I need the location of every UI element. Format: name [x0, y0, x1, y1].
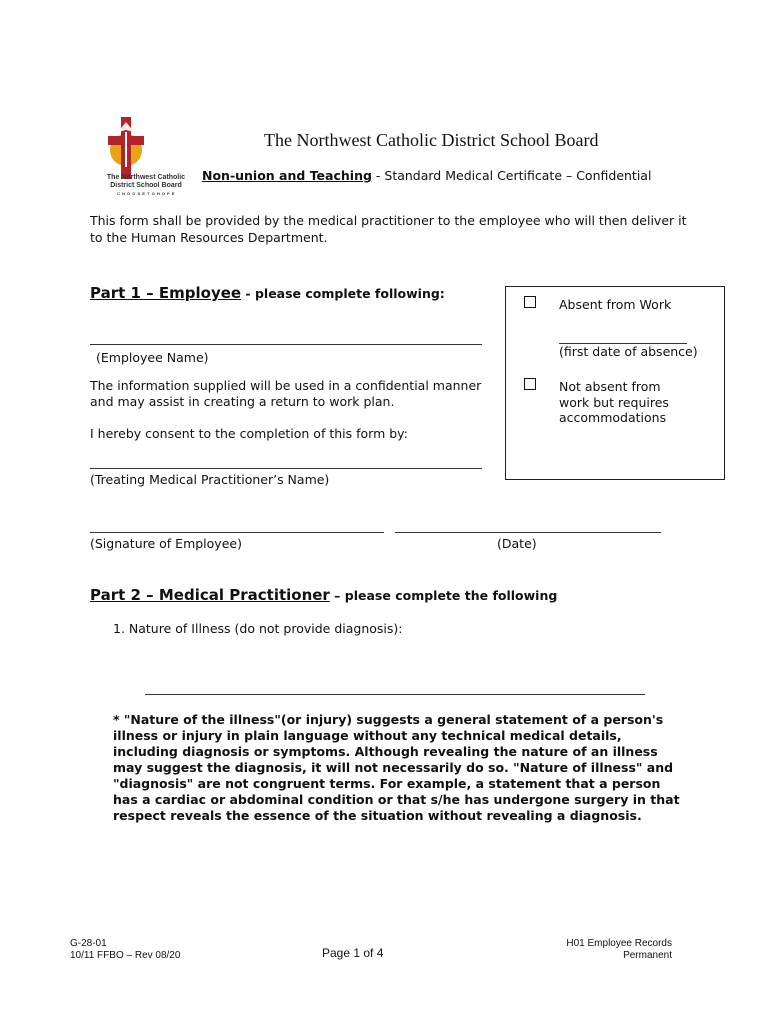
- first-date-label: (first date of absence): [559, 344, 698, 359]
- part1-heading: [90, 284, 445, 302]
- nature-of-illness-footnote: * "Nature of the illness"(or injury) suggests a general statement of a person's illness or injury in plain language without any technical medical details, including diagnosis or symptoms. Although revealing the nature of an illness may suggest the diagnosis, it will not necessarily do so. "Nature of illness" and "diagnosis" are not congruent terms. For example, a statement that a person has a cardiac or abdominal condition or that s/he has undergone surgery in that respect reveals the essence of the situation without revealing a diagnosis.: [113, 712, 680, 823]
- not-absent-label-line-2: work but requires: [559, 395, 669, 410]
- intro-text: This form shall be provided by the medical practitioner to the employee who will then deliver it to the Human Resources Department.: [90, 213, 687, 245]
- page-number: Page 1 of 4: [322, 946, 384, 960]
- info-text-line-2: and may assist in creating a return to work plan.: [90, 394, 395, 409]
- part1-title: Part 1 – Employee: [90, 284, 242, 302]
- logo-tagline: C H O O S E T O H O P E: [117, 191, 175, 196]
- part2-instruction: – please complete the following: [329, 588, 558, 603]
- employee-signature-field[interactable]: [90, 532, 384, 533]
- footer-records: H01 Employee Records: [566, 938, 672, 949]
- nature-of-illness-field[interactable]: [145, 694, 645, 695]
- subtitle-description: - Standard Medical Certificate – Confidential: [371, 168, 652, 183]
- absence-status-box: [505, 286, 725, 480]
- signature-label: (Signature of Employee): [90, 536, 242, 551]
- form-subtitle: [202, 168, 651, 183]
- not-absent-label-line-3: accommodations: [559, 410, 667, 425]
- date-label: (Date): [497, 536, 537, 551]
- subtitle-category: Non-union and Teaching: [202, 168, 372, 183]
- part1-instruction: - please complete following:: [241, 286, 445, 301]
- date-field[interactable]: [395, 532, 661, 533]
- employee-name-label: (Employee Name): [96, 350, 209, 365]
- absent-from-work-label: Absent from Work: [559, 297, 672, 312]
- not-absent-label-line-1: Not absent from: [559, 379, 661, 394]
- part2-title: Part 2 – Medical Practitioner: [90, 586, 330, 604]
- logo-text-line-1: The Northwest Catholic: [106, 174, 186, 181]
- practitioner-name-label: (Treating Medical Practitioner’s Name): [90, 472, 330, 487]
- footer-revision: 10/11 FFBO – Rev 08/20: [70, 950, 181, 961]
- employee-name-field[interactable]: [90, 344, 482, 345]
- nature-of-illness-item: 1. Nature of Illness (do not provide diagnosis):: [113, 621, 403, 636]
- info-text-line-1: The information supplied will be used in a confidential manner: [90, 378, 482, 393]
- absent-from-work-checkbox[interactable]: [524, 296, 536, 308]
- logo-text-line-2: District School Board: [110, 182, 182, 189]
- practitioner-name-field[interactable]: [90, 468, 482, 469]
- page-title: The Northwest Catholic District School Board: [264, 130, 599, 150]
- footer-form-code: G-28-01: [70, 938, 107, 949]
- consent-text: I hereby consent to the completion of this form by:: [90, 426, 408, 441]
- part2-heading: [90, 586, 557, 604]
- school-board-logo: [96, 112, 196, 202]
- footer-retention: Permanent: [623, 950, 672, 961]
- not-absent-checkbox[interactable]: [524, 378, 536, 390]
